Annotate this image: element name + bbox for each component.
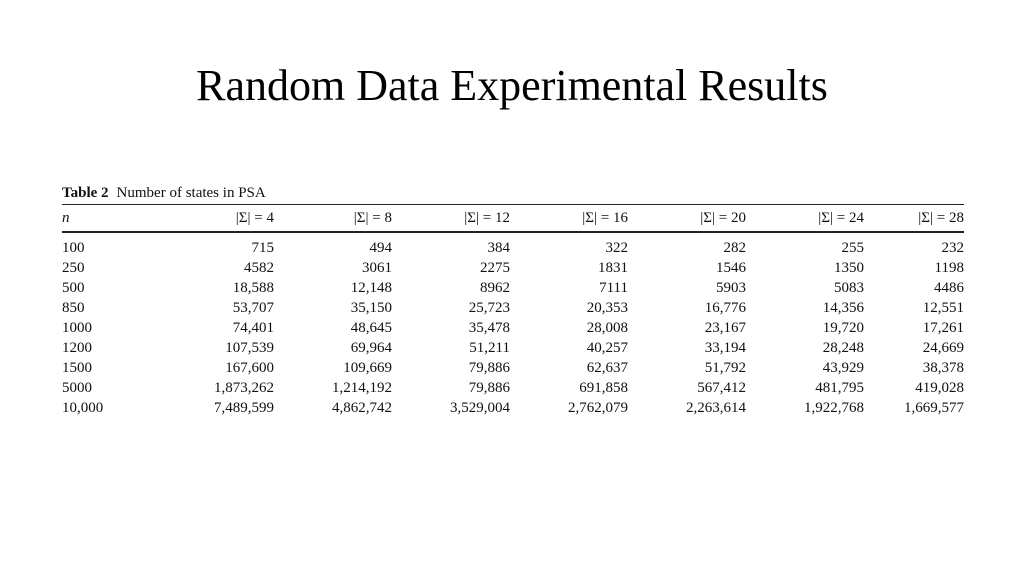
table-cell: 51,211 (469, 340, 510, 356)
table-cell: 109,669 (343, 360, 392, 376)
table-row (62, 358, 964, 378)
table-cell: 232 (941, 240, 964, 256)
table-row (62, 378, 964, 398)
table-cell: 494 (369, 240, 392, 256)
table-cell: 1350 (834, 260, 864, 276)
table-cell: 1,873,262 (214, 380, 274, 396)
table-cell: 62,637 (586, 360, 628, 376)
table-cell: 322 (605, 240, 628, 256)
table-row (62, 258, 964, 278)
table-cell: 38,378 (922, 360, 964, 376)
table-cell: 7111 (599, 280, 628, 296)
table-cell: 40,257 (586, 340, 628, 356)
table-cell: 51,792 (704, 360, 746, 376)
table-cell: 16,776 (704, 300, 746, 316)
table-cell: 1831 (598, 260, 628, 276)
table-cell: 48,645 (350, 320, 392, 336)
table-cell: 35,478 (468, 320, 510, 336)
table-cell: 1198 (934, 260, 964, 276)
table-cell: 282 (723, 240, 746, 256)
table-cell: 35,150 (350, 300, 392, 316)
table-cell: 28,248 (822, 340, 864, 356)
table-row (62, 298, 964, 318)
table-cell: 107,539 (225, 340, 274, 356)
column-header-sigma-4: |Σ| = 4 (235, 210, 274, 226)
table-cell: 100 (62, 240, 85, 256)
column-header-sigma-24: |Σ| = 24 (818, 210, 864, 226)
table-cell: 5083 (834, 280, 864, 296)
slide-title: Random Data Experimental Results (196, 61, 828, 110)
table-cell: 691,858 (579, 380, 628, 396)
table-cell: 1546 (716, 260, 746, 276)
table-cell: 23,167 (704, 320, 746, 336)
table-cell: 2275 (480, 260, 510, 276)
table-cell: 250 (62, 260, 85, 276)
table-cell: 850 (62, 300, 85, 316)
table-cell: 53,707 (232, 300, 274, 316)
table-header-row (62, 205, 964, 233)
table-cell: 10,000 (62, 400, 104, 416)
table-cell: 4486 (934, 280, 964, 296)
column-header-sigma-20: |Σ| = 20 (700, 210, 746, 226)
table-cell: 1000 (62, 320, 92, 336)
table-cell: 17,261 (922, 320, 964, 336)
table-cell: 18,588 (232, 280, 274, 296)
table-cell: 3,529,004 (450, 400, 510, 416)
table-cell: 7,489,599 (214, 400, 274, 416)
column-header-sigma-8: |Σ| = 8 (353, 210, 392, 226)
column-header-sigma-16: |Σ| = 16 (582, 210, 628, 226)
table-cell: 2,263,614 (686, 400, 746, 416)
table-cell: 74,401 (232, 320, 274, 336)
table-cell: 24,669 (922, 340, 964, 356)
table-cell: 1,214,192 (332, 380, 392, 396)
table-cell: 5000 (62, 380, 92, 396)
table-row (62, 398, 964, 418)
table-cell: 69,964 (350, 340, 392, 356)
column-header-n: n (62, 210, 70, 226)
table-cell: 1200 (62, 340, 92, 356)
table-cell: 28,008 (586, 320, 628, 336)
table-cell: 79,886 (468, 380, 510, 396)
table-cell: 14,356 (822, 300, 864, 316)
table-caption-label: Table 2 (62, 185, 109, 201)
table-cell: 384 (487, 240, 510, 256)
table-cell: 419,028 (915, 380, 964, 396)
table-cell: 43,929 (822, 360, 864, 376)
table-cell: 167,600 (225, 360, 274, 376)
psa-states-table (62, 204, 964, 418)
table-caption-text: Number of states in PSA (116, 185, 266, 201)
table-cell: 481,795 (815, 380, 864, 396)
table-cell: 500 (62, 280, 85, 296)
table-cell: 567,412 (697, 380, 746, 396)
table-cell: 3061 (362, 260, 392, 276)
table-cell: 33,194 (704, 340, 746, 356)
table-row (62, 278, 964, 298)
table-cell: 255 (841, 240, 864, 256)
column-header-sigma-28: |Σ| = 28 (918, 210, 964, 226)
column-header-sigma-12: |Σ| = 12 (464, 210, 510, 226)
table-cell: 5903 (716, 280, 746, 296)
table-cell: 1,922,768 (804, 400, 864, 416)
table-cell: 25,723 (468, 300, 510, 316)
table-cell: 20,353 (586, 300, 628, 316)
table-cell: 8962 (480, 280, 510, 296)
table-cell: 715 (251, 240, 274, 256)
table-cell: 19,720 (822, 320, 864, 336)
table-cell: 12,148 (350, 280, 392, 296)
results-table-block (62, 184, 964, 418)
table-cell: 12,551 (922, 300, 964, 316)
table-cell: 1,669,577 (904, 400, 964, 416)
table-row (62, 338, 964, 358)
table-cell: 79,886 (468, 360, 510, 376)
table-cell: 4,862,742 (332, 400, 392, 416)
table-caption (62, 184, 964, 204)
table-row (62, 232, 964, 258)
table-cell: 1500 (62, 360, 92, 376)
table-cell: 2,762,079 (568, 400, 628, 416)
table-row (62, 318, 964, 338)
table-cell: 4582 (244, 260, 274, 276)
